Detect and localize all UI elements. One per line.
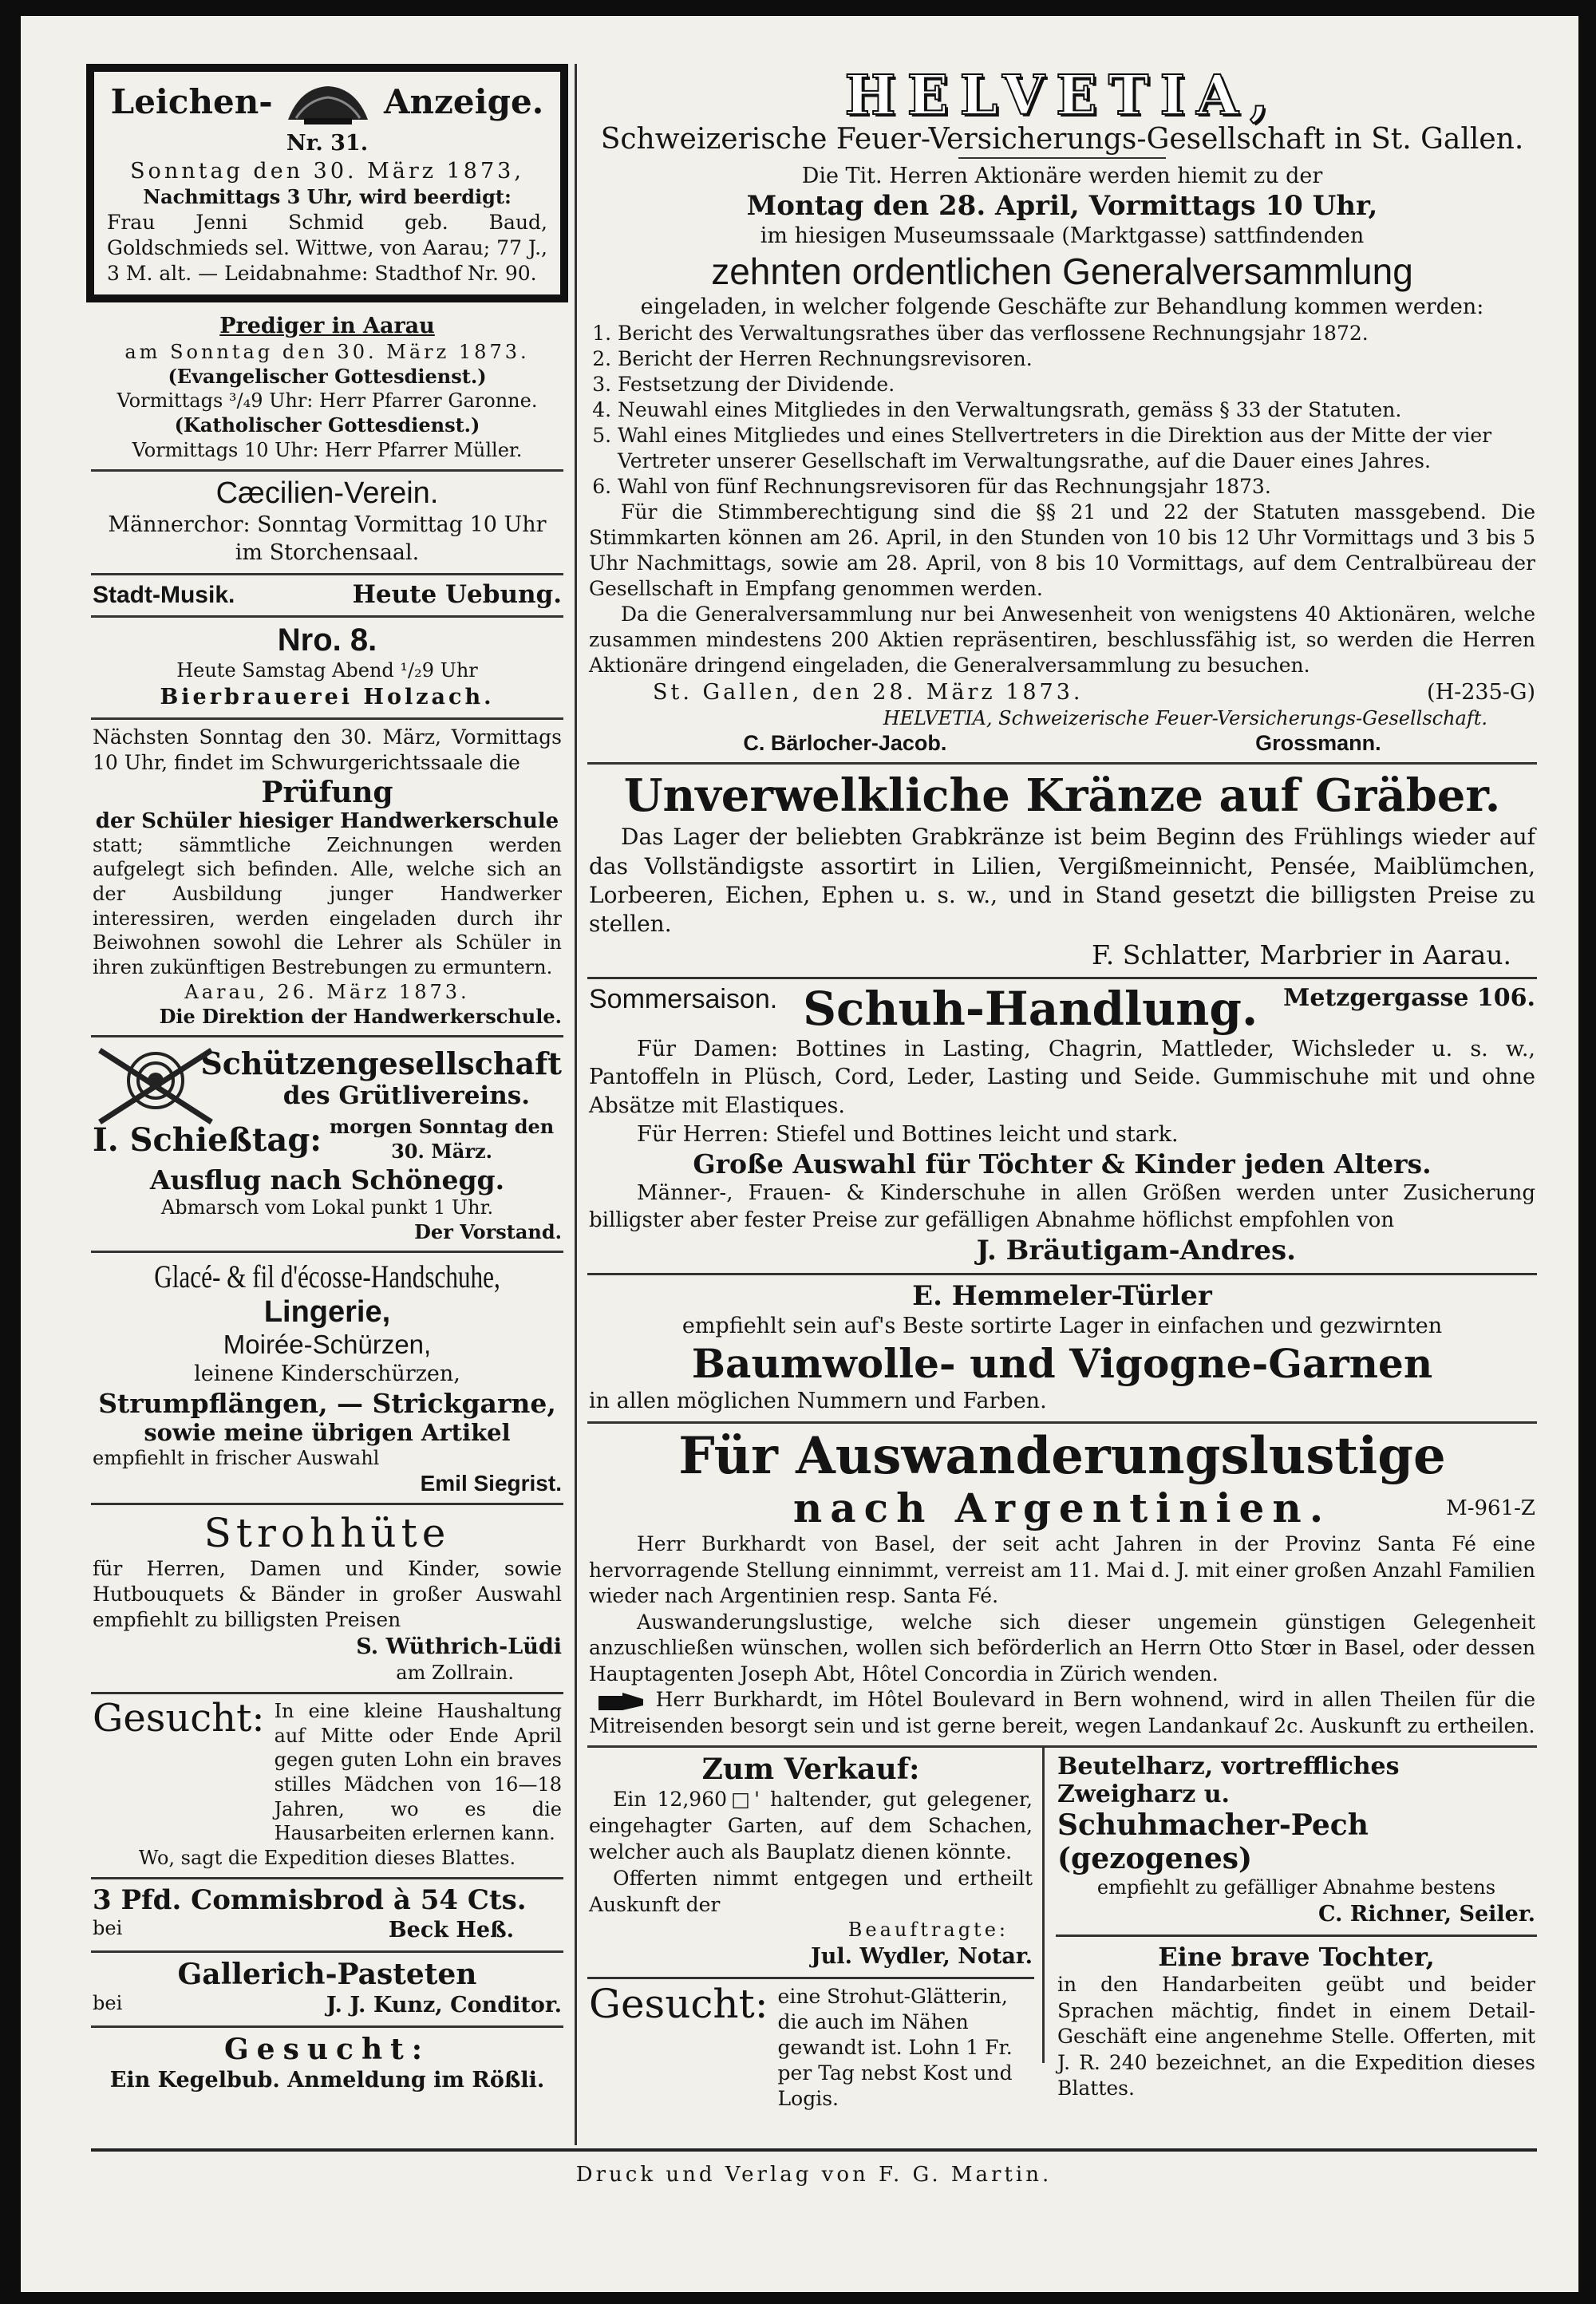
agenda-item: 1. Bericht des Verwaltungsrathes über das verflossene Rechnungsjahr 1872.	[618, 321, 1535, 346]
pruefung-date: Aarau, 26. März 1873.	[184, 980, 470, 1003]
pruefung-intro: Nächsten Sonntag den 30. März, Vormittags 10 Uhr, findet im Schwurgerichtssaale die	[93, 725, 562, 774]
strohhuete-sign2: am Zollrain.	[396, 1662, 514, 1685]
glace-kinderschuerzen: leinene Kinderschürzen,	[194, 1361, 460, 1387]
footer-rule	[91, 2148, 1537, 2152]
column-divider	[575, 64, 577, 2145]
preachers-block	[91, 307, 563, 472]
schuh-damen: Für Damen: Bottines in Lasting, Chagrin, Mattleder, Wichsleder u. s. w., Pantoffeln in Plüsch, Cord, Leder, Lasting und Seide. Gummischuhe mit und ohne Absätze mit Elastiques.	[589, 1036, 1535, 1118]
beutelharz-block	[1056, 1748, 1537, 1937]
strohhuete-block	[91, 1505, 563, 1694]
helvetia-subtitle: Schweizerische Feuer-Versicherungs-Gesellschaft in St. Gallen.	[600, 123, 1524, 156]
schuetzen-title: Schützengesellschaft	[200, 1045, 562, 1082]
tochter-text: in den Handarbeiten geübt und beider Sprachen mächtig, findet in einem Detail-Geschäft eine angenehme Stelle. Offerten, mit J. R. 240 bezeichnet, an die Expedition dieses Blattes.	[1057, 1973, 1535, 2100]
pruefung-text: statt; sämmtliche Zeichnungen werden aufgelegt sich befinden. Alle, welche sich an der Ausbildung junger Handwerker interessiren, werden eingeladen durch ihr Beiwohnen sowohl die Lehrer als Schüler in ihren zukünftigen Bestrebungen zu ermuntern.	[93, 833, 562, 979]
schuh-block	[587, 979, 1537, 1275]
argentinien-title2: nach Argentinien.	[792, 1484, 1332, 1532]
helvetia-para2: Da die Generalversammlung nur bei Anwesenheit von wenigstens 40 Aktionären, welche zusammen mindestens 200 Aktien repräsentiren, beschlussfähig ist, so werden die Herren Aktionäre dringend eingeladen, die Generalversammlung zu besuchen.	[589, 603, 1535, 678]
hemmeler-intro: empfiehlt sein auf's Beste sortirte Lager in einfachen und gezwirnten	[681, 1313, 1443, 1338]
schuh-season: Sommersaison.	[589, 983, 778, 1014]
beutelharz-l2: Schuhmacher-Pech (gezogenes)	[1057, 1808, 1369, 1876]
hemmeler-block	[587, 1275, 1537, 1424]
schuh-title: Schuh-Handlung.	[803, 981, 1258, 1036]
agenda-item: 5. Wahl eines Mitgliedes und eines Stellvertreters in die Direktion aus der Mitte der vier Vertreter unserer Gesellschaft im Verwaltungsrathe, auf die Dauer eines Jahres.	[618, 423, 1535, 474]
nro8-line2: Bierbrauerei Holzach.	[160, 684, 495, 709]
newspaper-page	[21, 16, 1578, 2292]
preachers-date: am Sonntag den 30. März 1873.	[124, 341, 530, 363]
left-column	[91, 64, 563, 2100]
preachers-evang-time: Vormittags ³/₄9 Uhr: Herr Pfarrer Garonne.	[117, 389, 538, 413]
verkauf-role: Beauftragte:	[847, 1919, 1009, 1942]
kraenze-text: Das Lager der beliebten Grabkränze ist beim Beginn des Frühlings wieder auf das Vollständigste assortirt in Lilien, Vergißmeinnicht, Pensée, Maiblümchen, Lorbeeren, Eichen, Ephen u. s. w., und in Stand gesetzt die billigsten Preise zu stellen.	[589, 824, 1535, 938]
pruefung-block	[91, 720, 563, 1038]
glace-block	[91, 1253, 563, 1505]
gesucht3-text: eine Strohut-Glätterin, die auch im Nähen gewandt ist. Lohn 1 Fr. per Tag nebst Kost und Logis.	[777, 1985, 1013, 2111]
death-notice-title-right: Anzeige.	[383, 82, 544, 121]
commisbrod-bei: bei	[93, 1916, 123, 1939]
schuetzen-sign: Der Vorstand.	[414, 1219, 562, 1243]
hemmeler-title: Baumwolle- und Vigogne-Garnen	[691, 1339, 1433, 1387]
stadtmusik-left: Stadt-Musik.	[93, 581, 235, 608]
agenda-item: 2. Bericht der Herren Rechnungsrevisoren.	[618, 346, 1535, 372]
gesucht1-text: In eine kleine Haushaltung auf Mitte oder Ende April gegen guten Lohn ein braves stilles Mädchen von 16—18 Jahren, wo es die Hausarbeiten erlernen kann.	[274, 1699, 562, 1845]
glace-sign: Emil Siegrist.	[420, 1471, 562, 1496]
verkauf-block	[587, 1748, 1034, 1979]
gesucht3-head: Gesucht:	[589, 1981, 768, 2028]
mourning-emblem-icon	[284, 80, 372, 129]
gesucht2-text: Ein Kegelbub. Anmeldung im Rößli.	[109, 2068, 545, 2093]
argentinien-text3: Herr Burkhardt, im Hôtel Boulevard in Bern wohnend, wird in allen Theilen für die Mitreisenden besorgt sein und ist gerne bereit, wegen Landankauf 2c. Auskunft zu ertheilen.	[589, 1688, 1535, 1737]
pruefung-subtitle: der Schüler hiesiger Handwerkerschule	[95, 808, 559, 833]
bottom-section	[587, 1748, 1537, 2111]
gesucht1-block	[91, 1694, 563, 1879]
schuetzen-block	[91, 1037, 563, 1253]
death-notice	[86, 64, 568, 302]
glace-schuerzen: Moirée-Schürzen,	[223, 1330, 432, 1360]
kraenze-sign: F. Schlatter, Marbrier in Aarau.	[1092, 939, 1511, 970]
preachers-kath: (Katholischer Gottesdienst.)	[174, 413, 480, 437]
death-notice-time: Nachmittags 3 Uhr, wird beerdigt:	[143, 185, 512, 209]
gallerich-title: Gallerich-Pasteten	[177, 1957, 477, 1991]
gesucht1-where: Wo, sagt die Expedition dieses Blattes.	[138, 1847, 516, 1870]
beutelharz-l3: empfiehlt zu gefälliger Abnahme bestens	[1096, 1876, 1496, 1899]
helvetia-title2: zehnten ordentlichen Generalversammlung	[711, 251, 1413, 293]
argentinien-text1: Herr Burkhardt von Basel, der seit acht Jahren in der Provinz Santa Fé eine hervorragende Stellung einnimmt, verreist am 11. Mai d. J. mit einer großen Anzahl Familien wieder nach Argentinien resp. Santa Fé.	[589, 1532, 1535, 1608]
preachers-title: Prediger in Aarau	[219, 313, 435, 338]
agenda-item: 6. Wahl von fünf Rechnungsrevisoren für das Rechnungsjahr 1873.	[618, 474, 1535, 500]
schuh-address: Metzgergasse 106.	[1283, 983, 1535, 1012]
helvetia-date: Montag den 28. April, Vormittags 10 Uhr,	[746, 190, 1378, 223]
helvetia-place: im hiesigen Museumssaale (Marktgasse) sattfindenden	[760, 223, 1365, 249]
commisbrod-block	[91, 1879, 563, 1953]
glace-title: Glacé- & fil d'écosse-Handschuhe,	[154, 1259, 500, 1295]
strohhuete-text: für Herren, Damen und Kinder, sowie Hutbouquets & Bänder in großer Auswahl empfiehlt zu billigsten Preisen	[93, 1557, 562, 1632]
helvetia-agenda	[589, 321, 1535, 500]
gesucht3-block	[587, 1979, 1034, 2118]
glace-strumpf: Strumpflängen, — Strickgarne,	[98, 1388, 556, 1420]
gallerich-sign: J. J. Kunz, Conditor.	[326, 1992, 562, 2017]
nro8-block	[91, 618, 563, 720]
kraenze-block	[587, 765, 1537, 979]
beutelharz-l1: Beutelharz, vortreffliches Zweigharz u.	[1057, 1753, 1400, 1809]
schuetzen-trip: Ausflug nach Schönegg.	[149, 1164, 505, 1195]
schuetzen-depart: Abmarsch vom Lokal punkt 1 Uhr.	[160, 1195, 494, 1219]
helvetia-sign1: C. Bärlocher-Jacob.	[743, 731, 947, 756]
preachers-evang: (Evangelischer Gottesdienst.)	[168, 364, 487, 388]
helvetia-ref: (H-235-G)	[1427, 680, 1535, 705]
helvetia-para1: Für die Stimmberechtigung sind die §§ 21 und 22 der Statuten massgebend. Die Stimmkarten können am 26. April, in den Stunden von 10 bis 12 Uhr Vormittags und 3 bis 5 Uhr Nachmittags, sowie am 28. April, von 8 bis 10 Vormittags, auf dem Centralbüreau der Gesellschaft in Empfang genommen werden.	[589, 500, 1535, 601]
helvetia-dateline: St. Gallen, den 28. März 1873.	[653, 680, 1084, 705]
gallerich-bei: bei	[93, 1991, 123, 2014]
glace-lingerie: Lingerie,	[263, 1295, 391, 1330]
caecilien-title: Cæcilien-Verein.	[215, 476, 439, 510]
gesucht2-head: Gesucht:	[223, 2033, 431, 2067]
verkauf-sign: Jul. Wydler, Notar.	[810, 1944, 1033, 1970]
nro8-line1: Heute Samstag Abend ¹/₂9 Uhr	[176, 658, 478, 682]
verkauf-text: Ein 12,960□' haltender, gut gelegener, eingehagter Garten, auf dem Schachen, welcher auch als Bauplatz dienen könnte.	[589, 1788, 1033, 1864]
glace-artikel: sowie meine übrigen Artikel	[144, 1419, 511, 1447]
bottom-right	[1045, 1748, 1537, 2100]
preachers-kath-time: Vormittags 10 Uhr: Herr Pfarrer Müller.	[132, 438, 523, 461]
death-notice-text: Frau Jenni Schmid geb. Baud, Goldschmieds sel. Wittwe, von Aarau; 77 J., 3 M. alt. — Leidabnahme: Stadthof Nr. 90.	[107, 210, 547, 285]
death-notice-title-left: Leichen-	[110, 82, 273, 121]
helvetia-title: HELVETIA,	[844, 64, 1280, 128]
tochter-block	[1056, 1937, 1537, 2108]
tochter-title: Eine brave Tochter,	[1158, 1942, 1435, 1973]
pruefung-sign: Die Direktion der Handwerkerschule.	[159, 1004, 562, 1028]
beutelharz-sign: C. Richner, Seiler.	[1318, 1902, 1535, 1927]
argentinien-text2: Auswanderungslustige, welche sich dieser ungemein günstigen Gelegenheit anzuschließen wünschen, wollen sich beförderlich an Herrn Otto Stœr in Basel, oder dessen Hauptagenten Joseph Abt, Hôtel Concordia in Zürich wenden.	[589, 1610, 1535, 1686]
death-notice-number: Nr. 31.	[286, 131, 369, 156]
caecilien-text: Männerchor: Sonntag Vormittag 10 Uhr im Storchensaal.	[108, 512, 547, 565]
argentinien-block	[587, 1424, 1537, 1748]
schuh-herren: Für Herren: Stiefel und Bottines leicht und stark.	[637, 1121, 1179, 1147]
gesucht1-head: Gesucht:	[93, 1695, 265, 1741]
right-column	[587, 64, 1537, 2111]
schuh-text: Männer-, Frauen- & Kinderschuhe in allen Größen werden unter Zusicherung billigster aber fester Preise zur gefälligen Abnahme höflichst empfohlen von	[589, 1181, 1535, 1233]
helvetia-sign2: Grossmann.	[1255, 731, 1381, 756]
death-notice-date: Sonntag den 30. März 1873,	[130, 159, 524, 184]
verkauf-title: Zum Verkauf:	[701, 1753, 920, 1787]
commisbrod-sign: Beck Heß.	[388, 1917, 514, 1942]
schuh-sign: J. Bräutigam-Andres.	[976, 1234, 1296, 1267]
hemmeler-name: E. Hemmeler-Türler	[912, 1279, 1212, 1312]
gesucht2-block	[91, 2028, 563, 2100]
glace-auswahl: empfiehlt in frischer Auswahl	[93, 1447, 380, 1470]
gallerich-block	[91, 1953, 563, 2028]
bottom-left	[587, 1748, 1045, 2111]
schuetzen-day: I. Schießtag:	[93, 1120, 322, 1159]
pruefung-title: Prüfung	[261, 775, 393, 809]
nro8-title: Nro. 8.	[277, 622, 377, 658]
stadtmusik-block	[91, 575, 563, 618]
schuh-kinder: Große Auswahl für Töchter & Kinder jeden Alters.	[693, 1148, 1432, 1180]
hemmeler-outro: in allen möglichen Nummern und Farben.	[589, 1388, 1047, 1413]
helvetia-intro: Die Tit. Herren Aktionäre werden hiemit zu der	[801, 164, 1323, 188]
agenda-item: 3. Festsetzung der Dividende.	[618, 372, 1535, 397]
helvetia-invite: eingeladen, in welcher folgende Geschäfte zur Behandlung kommen werden:	[640, 294, 1484, 320]
stadtmusik-right: Heute Uebung.	[352, 579, 562, 609]
commisbrod-text: 3 Pfd. Commisbrod à 54 Cts.	[93, 1883, 527, 1916]
footer-imprint: Druck und Verlag von F. G. Martin.	[575, 2163, 1053, 2187]
kraenze-title: Unverwelkliche Kränze auf Gräber.	[623, 769, 1501, 823]
verkauf-text2: Offerten nimmt entgegen und ertheilt Auskunft der	[589, 1867, 1033, 1917]
helvetia-block	[587, 64, 1537, 765]
pointing-hand-icon	[597, 1689, 646, 1713]
caecilien-block	[91, 472, 563, 575]
agenda-item: 4. Neuwahl eines Mitgliedes in den Verwaltungsrath, gemäss § 33 der Statuten.	[618, 397, 1535, 423]
strohhuete-title: Strohhüte	[203, 1510, 451, 1557]
strohhuete-sign: S. Wüthrich-Lüdi	[356, 1634, 562, 1660]
helvetia-firm: HELVETIA, Schweizerische Feuer-Versicherungs-Gesellschaft.	[883, 707, 1487, 730]
rifles-target-icon	[96, 1042, 215, 1130]
argentinien-title: Für Auswanderungslustige	[678, 1425, 1446, 1486]
schuetzen-when: morgen Sonntag den 30. März.	[329, 1115, 555, 1164]
schuetzen-subtitle: des Grütlivereins.	[282, 1081, 530, 1111]
argentinien-ref: M-961-Z	[1446, 1496, 1535, 1521]
